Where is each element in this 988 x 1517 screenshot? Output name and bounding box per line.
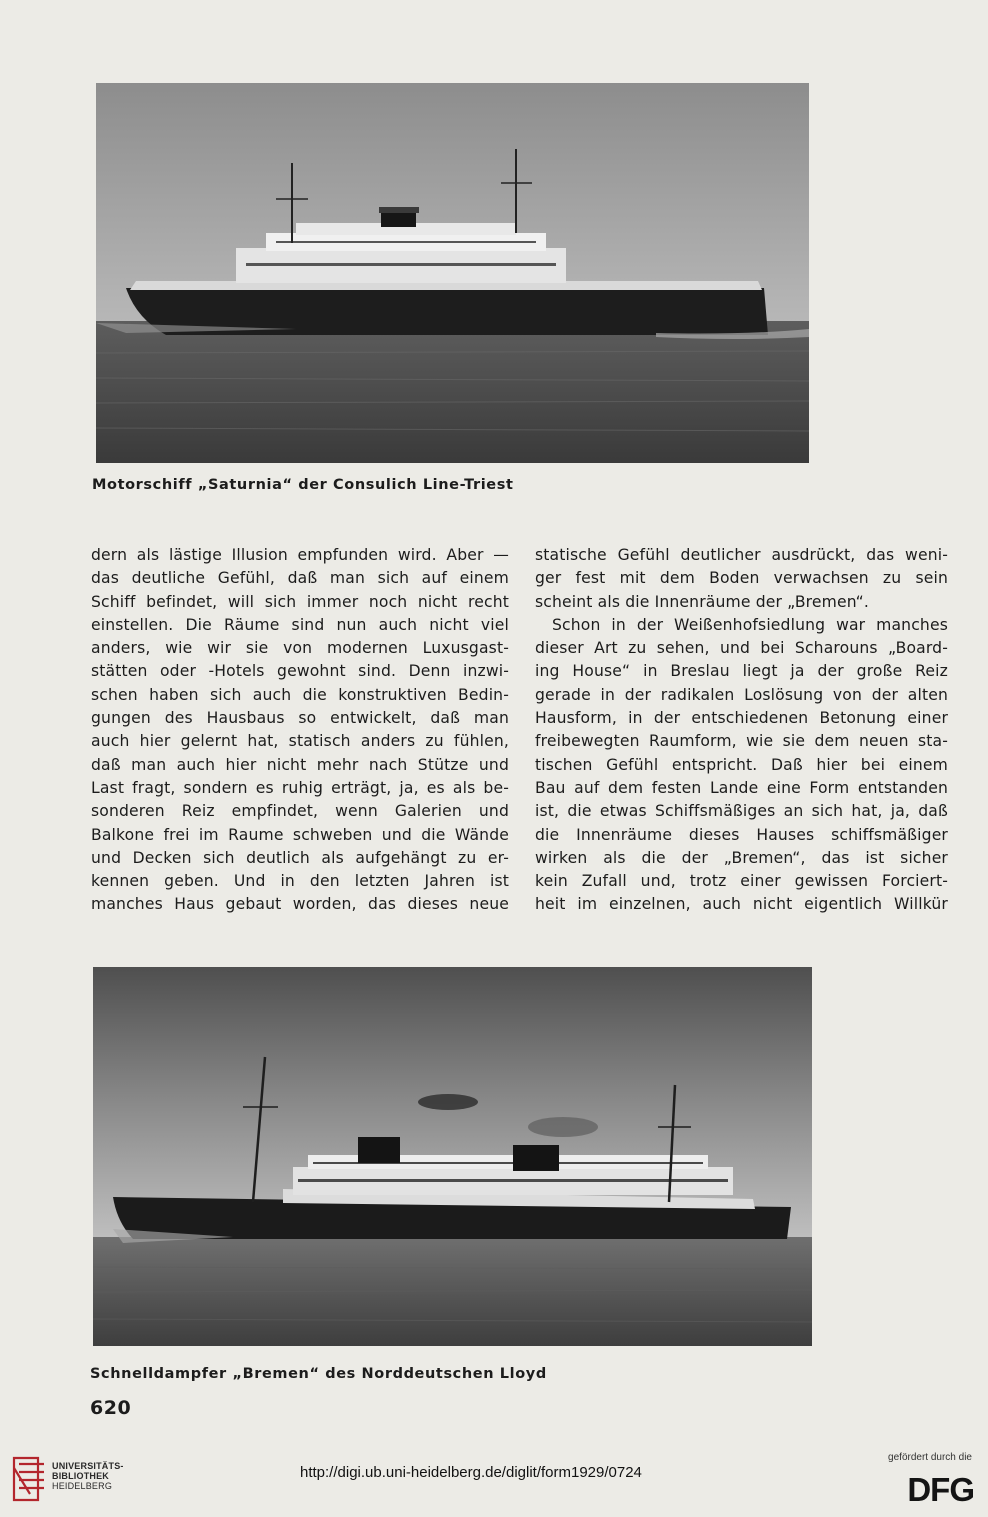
ship-photo-bremen — [93, 967, 812, 1346]
text-line: und Decken sich deutlich als aufgehängt zu er- — [91, 848, 509, 867]
text-line: wirken als die der „Bremen“, das ist sicher — [535, 848, 948, 867]
photo-caption-bremen: Schnelldampfer „Bremen“ des Norddeutschen Lloyd — [90, 1366, 547, 1382]
ship-photo-saturnia — [96, 83, 809, 463]
text-line: Balkone frei im Raume schweben und die Wände — [91, 825, 509, 844]
text-line: dieser Art zu sehen, und bei Scharouns „Board- — [535, 639, 948, 658]
text-line: gungen des Hausbaus so entwickelt, daß man — [91, 709, 509, 728]
library-line-3: HEIDELBERG — [52, 1481, 113, 1491]
library-logo-icon — [10, 1454, 48, 1504]
text-line: gerade in der radikalen Loslösung von der alten — [535, 685, 948, 704]
photo-saturnia — [96, 83, 809, 463]
text-line: die Innenräume dieses Hauses schiffsmäßiger — [535, 825, 948, 844]
text-line: Last fragt, sondern es ruhig erträgt, ja, es als be- — [91, 778, 509, 797]
text-line: manches Haus gebaut worden, das dieses neue — [91, 895, 509, 914]
text-column-right — [535, 544, 948, 917]
text-line: ist, die etwas Schiffsmäßiges an sich hat, ja, daß — [535, 802, 948, 821]
text-line: tischen Gefühl entspricht. Daß hier bei einem — [535, 755, 948, 774]
text-line: stätten oder -Hotels gewohnt sind. Denn inzwi- — [91, 662, 509, 681]
footer — [0, 1440, 988, 1517]
photo-caption-saturnia: Motorschiff „Saturnia“ der Consulich Line-Triest — [92, 477, 514, 493]
text-line: anders, wie wir sie von modernen Luxusgast- — [91, 639, 509, 658]
library-line-1: UNIVERSITÄTS- — [52, 1461, 124, 1471]
text-line: kein Zufall und, trotz einer gewissen Forciert- — [535, 872, 948, 891]
text-line: ger fest mit dem Boden verwachsen zu sein — [535, 569, 948, 588]
text-line: heit im einzelnen, auch nicht eigentlich Willkür — [535, 895, 948, 914]
text-line: daß man auch hier nicht mehr nach Stütze und — [91, 755, 509, 774]
text-line: sonderen Reiz empfindet, wenn Galerien und — [91, 802, 509, 821]
text-line: ing House“ in Breslau liegt ja der große Reiz — [535, 662, 948, 681]
dfg-label: gefördert durch die — [888, 1452, 972, 1463]
text-line: Hausform, in der entschiedenen Betonung einer — [535, 709, 948, 728]
text-line: einstellen. Die Räume sind nun auch nicht viel — [91, 615, 509, 634]
library-name — [52, 1461, 124, 1491]
library-line-2: BIBLIOTHEK — [52, 1471, 109, 1481]
source-url-link[interactable]: http://digi.ub.uni-heidelberg.de/diglit/form1929/0724 — [300, 1464, 642, 1481]
text-line: Bau auf dem festen Lande eine Form entstanden — [535, 778, 948, 797]
photo-bremen — [93, 967, 812, 1346]
text-line: statische Gefühl deutlicher ausdrückt, das weni- — [535, 546, 948, 564]
text-line: das deutliche Gefühl, daß man sich auf einem — [91, 569, 509, 588]
text-line: schen haben sich auch die konstruktiven Bedin- — [91, 685, 509, 704]
page-number: 620 — [90, 1397, 132, 1419]
text-line: Schiff befindet, will sich immer noch nicht recht — [91, 592, 509, 611]
text-column-left — [91, 544, 509, 917]
text-line: freibewegten Raumform, wie sie dem neuen sta- — [535, 732, 948, 751]
text-line: Schon in der Weißenhofsiedlung war manches — [552, 615, 948, 634]
dfg-logo: DFG — [907, 1471, 974, 1508]
text-line: kennen geben. Und in den letzten Jahren ist — [91, 872, 509, 891]
text-line: auch hier gelernt hat, statisch anders zu fühlen, — [91, 732, 509, 751]
text-line: scheint als die Innenräume der „Bremen“. — [535, 592, 869, 611]
text-line: dern als lästige Illusion empfunden wird. Aber — — [91, 546, 509, 564]
